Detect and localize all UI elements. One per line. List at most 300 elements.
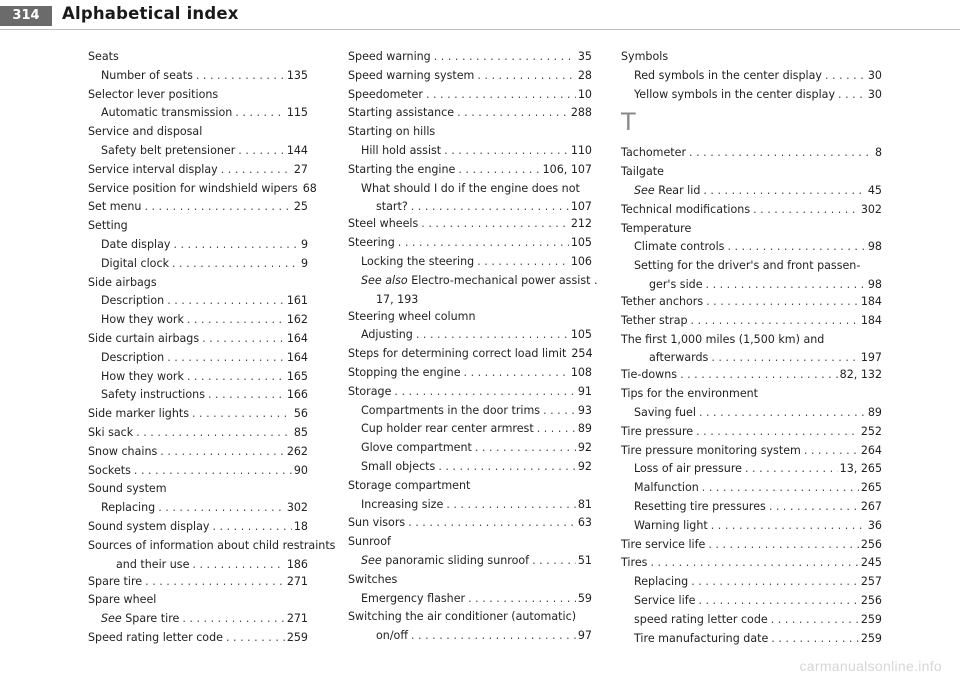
page-reference[interactable]: 89 [867, 405, 882, 419]
page-reference[interactable]: 165 [286, 369, 308, 383]
entry-label: Steering wheel column [348, 309, 476, 323]
entry-label: Replacing [101, 501, 156, 515]
dot-leader [698, 592, 858, 611]
page-reference[interactable]: 30 [867, 68, 882, 82]
index-subentry[interactable] [88, 499, 308, 518]
dot-leader [702, 479, 859, 498]
dot-leader [172, 255, 299, 274]
index-subentry[interactable] [348, 496, 592, 515]
dot-leader [650, 554, 858, 573]
entry-label: Tie-downs [621, 368, 678, 382]
see-reference: See [101, 612, 122, 626]
index-entry[interactable] [348, 123, 592, 142]
index-subentry[interactable] [621, 517, 882, 536]
entry-label: Description [101, 350, 165, 364]
page-reference[interactable]: 98 [867, 277, 882, 291]
page-reference[interactable]: 108 [570, 365, 592, 379]
dot-leader [196, 67, 285, 86]
index-entry[interactable] [348, 48, 592, 67]
page-reference[interactable]: 144 [286, 143, 308, 157]
page-reference[interactable]: 115 [286, 106, 308, 120]
entry-label: Switches [348, 572, 398, 586]
page-reference[interactable]: 161 [286, 294, 308, 308]
index-entry[interactable] [621, 312, 882, 331]
dot-leader [711, 349, 859, 366]
index-subentry[interactable] [348, 272, 598, 291]
index-entry[interactable] [88, 217, 308, 236]
entry-label: Resetting tire pressures [634, 499, 766, 513]
index-subentry[interactable] [621, 182, 882, 201]
page-reference[interactable]: 81 [577, 497, 592, 511]
entry-label: Emergency flasher [361, 591, 466, 605]
entry-label: Tether strap [621, 313, 688, 327]
dot-leader [691, 312, 859, 331]
index-entry[interactable] [621, 201, 882, 220]
index-entry[interactable] [88, 629, 308, 648]
index-subentry[interactable] [621, 404, 882, 423]
index-subentry[interactable] [348, 142, 592, 161]
entry-label: Service interval display [88, 162, 218, 176]
see-reference: See also [361, 273, 408, 287]
index-subentry[interactable] [621, 86, 882, 105]
page-reference[interactable]: 68 [302, 181, 317, 195]
entry-label: Tire service life [621, 537, 706, 551]
index-entry[interactable] [88, 123, 308, 142]
entry-label: 17, 193 [376, 292, 419, 306]
index-entry[interactable] [348, 345, 592, 364]
page-reference[interactable]: 8 [874, 146, 882, 160]
dot-leader [421, 215, 569, 234]
page-reference[interactable]: 245 [860, 556, 882, 570]
dot-leader [703, 182, 866, 201]
index-entry[interactable] [88, 591, 308, 610]
entry-label: Set menu [88, 200, 142, 214]
entry-label: Technical modifications [621, 202, 751, 216]
dot-leader [727, 238, 865, 257]
entry-label: Sockets [88, 463, 131, 477]
index-subentry[interactable] [88, 368, 308, 387]
index-entry[interactable] [621, 144, 882, 163]
index-subentry[interactable] [88, 255, 308, 274]
dot-leader [825, 67, 866, 86]
entry-label: Climate controls [634, 240, 725, 254]
page-reference[interactable]: 10 [577, 87, 592, 101]
entry-label: speed rating letter code [634, 612, 768, 626]
page-reference[interactable]: 166 [286, 388, 308, 402]
page-reference[interactable]: 90 [293, 463, 308, 477]
dot-leader [446, 496, 576, 515]
dot-leader [398, 234, 569, 253]
dot-leader [477, 253, 569, 272]
entry-label: Spare tire [88, 574, 143, 588]
dot-leader [438, 458, 576, 477]
page-reference[interactable]: 164 [286, 331, 308, 345]
dot-leader [411, 198, 569, 215]
page-reference[interactable]: 252 [860, 424, 882, 438]
header-rule [0, 29, 960, 30]
dot-leader [408, 514, 576, 533]
entry-label: Safety belt pretensioner [101, 143, 236, 157]
dot-leader [708, 536, 858, 555]
dot-leader [202, 330, 285, 349]
dot-leader [711, 517, 866, 536]
page-reference[interactable]: 256 [860, 593, 882, 607]
dot-leader [475, 439, 576, 458]
index-entry[interactable] [348, 383, 592, 402]
see-reference: See [634, 183, 655, 197]
index-entry[interactable] [348, 215, 592, 234]
index-subentry[interactable] [348, 291, 592, 308]
entry-label: Warning light [634, 518, 708, 532]
page-reference[interactable]: 82, 132 [839, 368, 882, 382]
entry-label: Red symbols in the center display [634, 68, 822, 82]
entry-label: Speed warning system [348, 68, 475, 82]
index-subentry[interactable] [348, 198, 592, 215]
entry-label: Temperature [621, 221, 692, 235]
index-subentry[interactable] [88, 292, 308, 311]
page-reference[interactable]: 106, 107 [542, 162, 592, 176]
page-reference[interactable]: 106 [570, 254, 592, 268]
dot-leader [838, 86, 866, 105]
index-column-2 [348, 48, 598, 644]
page-reference[interactable]: 135 [286, 68, 308, 82]
index-entry[interactable] [348, 308, 592, 327]
entry-label: Service position for windshield wipers [88, 181, 298, 195]
page-reference[interactable]: 288 [570, 106, 592, 120]
index-entry[interactable] [88, 480, 308, 499]
entry-label: panoramic sliding sunroof [385, 553, 530, 567]
index-subentry[interactable] [348, 402, 592, 421]
entry-label: How they work [101, 369, 184, 383]
page-reference[interactable]: 59 [577, 591, 592, 605]
index-entry[interactable] [348, 67, 592, 86]
entry-label: Setting [88, 219, 128, 233]
entry-label: Automatic transmission [101, 106, 233, 120]
page-reference[interactable]: 105 [570, 236, 592, 250]
index-entry[interactable] [621, 163, 882, 182]
entry-label: Storage [348, 384, 392, 398]
dot-leader [182, 610, 284, 629]
entry-label: Starting on hills [348, 125, 436, 139]
entry-label: Safety instructions [101, 388, 205, 402]
dot-leader [221, 161, 292, 180]
entry-label: Stopping the engine [348, 365, 461, 379]
index-entry[interactable] [88, 443, 308, 462]
entry-label: Tips for the environment [621, 387, 759, 401]
index-entry[interactable] [348, 104, 592, 123]
index-subentry[interactable] [348, 439, 592, 458]
index-subentry[interactable] [88, 142, 308, 161]
entry-label: Side airbags [88, 275, 157, 289]
index-entry[interactable] [621, 220, 882, 239]
page-reference[interactable]: 259 [286, 630, 308, 644]
page-reference[interactable]: 254 [571, 347, 593, 361]
index-subentry[interactable] [348, 326, 592, 345]
index-entry[interactable] [88, 274, 308, 293]
page-reference[interactable]: 257 [860, 575, 882, 589]
entry-label: How they work [101, 313, 184, 327]
entry-label: Number of seats [101, 68, 193, 82]
index-subentry[interactable] [348, 590, 592, 609]
index-entry[interactable] [348, 364, 592, 383]
entry-label: Switching the air conditioner (automatic) [348, 610, 577, 624]
index-entry[interactable] [621, 293, 882, 312]
dot-leader [192, 405, 292, 424]
dot-leader [158, 499, 285, 518]
dot-leader [457, 104, 569, 123]
index-entry[interactable] [348, 234, 592, 253]
dot-leader [416, 326, 569, 345]
page-reference[interactable]: 267 [860, 499, 882, 513]
page-reference[interactable]: 162 [286, 313, 308, 327]
index-entry[interactable] [88, 330, 308, 349]
index-subentry[interactable] [621, 573, 882, 592]
index-subentry[interactable] [88, 349, 308, 368]
index-subentry[interactable] [88, 386, 308, 405]
entry-label: Sun visors [348, 516, 406, 530]
page-reference[interactable]: 110 [570, 143, 592, 157]
index-entry[interactable] [621, 423, 882, 442]
entry-label: Symbols [621, 50, 669, 63]
page-reference[interactable]: 89 [577, 422, 592, 436]
entry-label: Speed warning [348, 50, 431, 63]
page-reference[interactable]: 107 [570, 200, 592, 214]
index-entry[interactable] [348, 533, 592, 552]
index-entry[interactable] [88, 518, 308, 537]
page-reference[interactable]: 262 [286, 444, 308, 458]
page-reference[interactable]: 45 [867, 183, 882, 197]
dot-leader [144, 198, 291, 217]
dot-leader [769, 498, 859, 517]
entry-label: on/off [376, 629, 408, 643]
entry-label: Steps for determining correct load limit [348, 347, 567, 361]
entry-label: Adjusting [361, 328, 413, 342]
index-subentry[interactable] [348, 420, 592, 439]
index-entry[interactable] [88, 573, 308, 592]
index-subentry[interactable] [348, 458, 592, 477]
index-entry[interactable] [348, 608, 592, 627]
index-subentry[interactable] [348, 180, 592, 199]
index-subentry[interactable] [88, 236, 308, 255]
index-entry[interactable] [88, 86, 308, 105]
index-subentry[interactable] [621, 498, 882, 517]
dot-leader [464, 364, 569, 383]
index-subentry[interactable] [621, 592, 882, 611]
page-reference[interactable]: 18 [293, 519, 308, 533]
entry-label: Compartments in the door trims [361, 403, 541, 417]
entry-label: Malfunction [634, 481, 699, 495]
page-reference[interactable]: 259 [860, 631, 882, 645]
dot-leader [706, 293, 859, 312]
page-reference[interactable]: 256 [860, 537, 882, 551]
page-reference[interactable]: 93 [577, 403, 592, 417]
entry-label: ger's side [649, 277, 703, 291]
entry-label: Hill hold assist [361, 143, 442, 157]
page-reference[interactable]: 97 [577, 629, 592, 643]
index-subentry[interactable] [621, 257, 882, 276]
page-reference[interactable]: 35 [577, 50, 592, 63]
dot-leader [173, 236, 299, 255]
dot-leader [226, 629, 285, 648]
index-subentry[interactable] [88, 556, 308, 573]
page-reference[interactable]: 63 [577, 516, 592, 530]
page-reference[interactable]: 259 [860, 612, 882, 626]
page-reference[interactable]: 271 [286, 612, 308, 626]
page-reference[interactable]: 28 [577, 68, 592, 82]
entry-label: Sound system display [88, 519, 210, 533]
page-reference[interactable]: 186 [286, 557, 308, 571]
dot-leader [689, 144, 873, 163]
index-entry[interactable] [621, 442, 882, 461]
page-reference[interactable]: 91 [577, 384, 592, 398]
page-reference[interactable]: 264 [860, 443, 882, 457]
index-subentry[interactable] [621, 238, 882, 257]
page-reference[interactable]: 30 [867, 87, 882, 101]
entry-label: Snow chains [88, 444, 158, 458]
dot-leader [753, 201, 859, 220]
page-reference[interactable]: 212 [570, 217, 592, 231]
index-column-1 [88, 48, 336, 648]
page-reference[interactable]: 265 [860, 481, 882, 495]
entry-label: Saving fuel [634, 405, 696, 419]
dot-leader [167, 349, 285, 368]
page-reference[interactable]: 9 [300, 237, 308, 251]
entry-label: Steel wheels [348, 217, 419, 231]
index-subentry[interactable] [621, 67, 882, 86]
index-entry[interactable] [88, 180, 317, 199]
index-entry[interactable] [621, 385, 882, 404]
page-reference[interactable]: 98 [867, 240, 882, 254]
entry-label: Spare wheel [88, 593, 157, 607]
entry-label: Rear lid [658, 183, 701, 197]
index-subentry[interactable] [621, 630, 882, 649]
page-reference[interactable]: 13, 265 [839, 462, 882, 476]
index-subentry[interactable] [88, 610, 308, 629]
page-reference[interactable]: 92 [577, 459, 592, 473]
entry-label: Description [101, 294, 165, 308]
page-reference[interactable]: 92 [577, 441, 592, 455]
index-entry[interactable] [621, 366, 882, 385]
dot-leader [706, 276, 866, 293]
index-subentry[interactable] [348, 627, 592, 644]
entry-label: Storage compartment [348, 478, 471, 492]
dot-leader [411, 627, 576, 644]
index-subentry[interactable] [88, 104, 308, 123]
dot-leader [167, 292, 285, 311]
index-entry[interactable] [621, 536, 882, 555]
entry-label: Tire pressure [621, 424, 694, 438]
page-reference[interactable]: 36 [867, 518, 882, 532]
index-subentry[interactable] [88, 311, 308, 330]
page-reference[interactable]: 9 [300, 256, 308, 270]
entry-label: Tether anchors [621, 294, 704, 308]
index-subentry[interactable] [621, 611, 882, 630]
page-title: Alphabetical index [62, 4, 239, 23]
dot-leader [543, 402, 576, 421]
index-entry[interactable] [348, 477, 592, 496]
entry-label: Replacing [634, 575, 689, 589]
index-entry[interactable] [88, 537, 336, 556]
page-reference[interactable]: 271 [286, 574, 308, 588]
dot-leader [804, 442, 859, 461]
page-reference[interactable]: 56 [293, 407, 308, 421]
dot-leader [134, 462, 292, 481]
index-entry[interactable] [348, 161, 592, 180]
dot-leader [468, 590, 576, 609]
index-entry[interactable] [621, 554, 882, 573]
page-reference[interactable]: 25 [293, 200, 308, 214]
page-reference[interactable]: 164 [286, 350, 308, 364]
page-reference[interactable]: 85 [293, 425, 308, 439]
page-reference[interactable]: 184 [860, 294, 882, 308]
entry-label: Speedometer [348, 87, 423, 101]
index-column-3 [621, 48, 882, 648]
page-reference[interactable]: 302 [286, 501, 308, 515]
entry-label: Increasing size [361, 497, 444, 511]
entry-label: The first 1,000 miles (1,500 km) and [621, 332, 825, 346]
dot-leader [745, 460, 838, 479]
index-subentry[interactable] [621, 479, 882, 498]
entry-label: What should I do if the engine does not [361, 181, 580, 195]
entry-label: Ski sack [88, 425, 134, 439]
index-entry[interactable] [348, 571, 592, 590]
index-entry[interactable] [88, 405, 308, 424]
index-entry[interactable] [621, 331, 882, 350]
index-entry[interactable] [88, 462, 308, 481]
entry-label: Electro-mechanical power assist . [411, 273, 598, 287]
dot-leader [771, 630, 859, 649]
section-letter: T [621, 108, 636, 137]
index-entry[interactable] [88, 424, 308, 443]
page-reference[interactable]: 105 [570, 328, 592, 342]
index-subentry[interactable] [621, 349, 882, 366]
dot-leader [145, 573, 285, 592]
dot-leader [771, 611, 859, 630]
index-subentry[interactable] [348, 253, 592, 272]
dot-leader [187, 311, 285, 330]
dot-leader [434, 48, 576, 67]
page-reference[interactable]: 197 [860, 351, 882, 365]
index-entry[interactable] [88, 48, 308, 67]
entry-label: Side curtain airbags [88, 331, 200, 345]
page-header [0, 0, 960, 30]
index-entry[interactable] [348, 514, 592, 533]
page-reference[interactable]: 184 [860, 313, 882, 327]
entry-label: Side marker lights [88, 407, 189, 421]
entry-label: Tires [621, 556, 648, 570]
entry-label: Loss of air pressure [634, 462, 742, 476]
entry-label: Cup holder rear center armrest [361, 422, 534, 436]
entry-label: start? [376, 200, 408, 214]
index-entry[interactable] [348, 86, 592, 105]
page-reference[interactable]: 27 [293, 162, 308, 176]
dot-leader [212, 518, 291, 537]
entry-label: Service and disposal [88, 125, 203, 139]
entry-label: Starting assistance [348, 106, 455, 120]
dot-leader [187, 368, 285, 387]
index-subentry[interactable] [88, 67, 308, 86]
index-entry[interactable] [88, 198, 308, 217]
index-entry[interactable] [621, 48, 882, 67]
index-subentry[interactable] [348, 552, 592, 571]
entry-label: Tire manufacturing date [634, 631, 769, 645]
page-reference[interactable]: 302 [860, 202, 882, 216]
index-subentry[interactable] [621, 460, 882, 479]
page-reference[interactable]: 51 [577, 553, 592, 567]
index-entry[interactable] [88, 161, 308, 180]
dot-leader [696, 423, 859, 442]
index-subentry[interactable] [621, 276, 882, 293]
